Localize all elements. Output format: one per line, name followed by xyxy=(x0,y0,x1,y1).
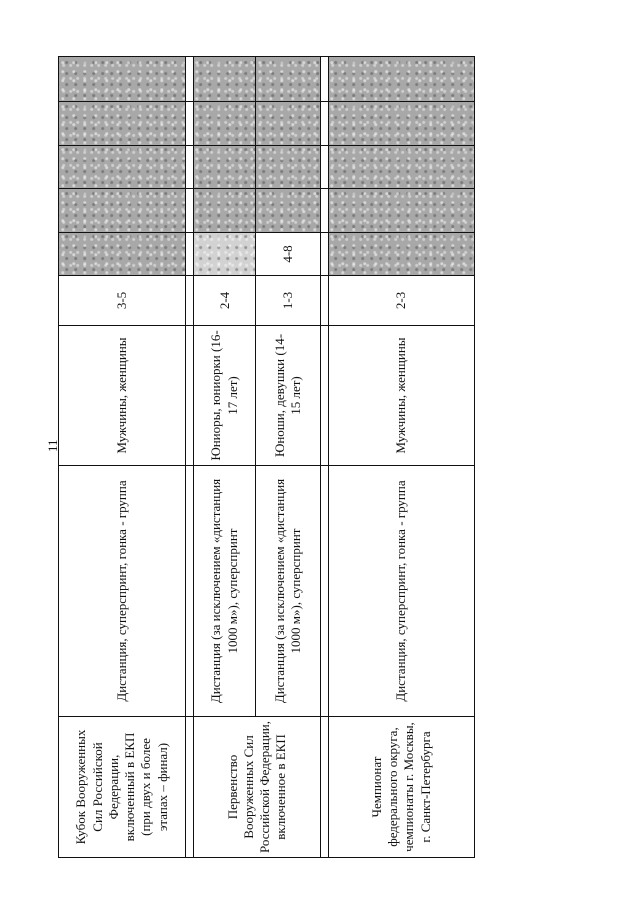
discipline-cell: Дистанция, суперспринт, гонка - группа xyxy=(59,466,186,717)
places-cell: 3-5 xyxy=(59,276,186,326)
shaded-cell xyxy=(256,146,321,189)
row-separator xyxy=(321,57,329,858)
shaded-cell xyxy=(193,189,255,233)
shaded-cell xyxy=(59,146,186,189)
shaded-cell xyxy=(193,146,255,189)
group-cell: Юниоры, юниорки (16-17 лет) xyxy=(193,326,255,466)
shaded-cell xyxy=(328,146,474,189)
page-number: 11 xyxy=(45,439,60,452)
shaded-cell xyxy=(328,57,474,102)
group-cell: Мужчины, женщины xyxy=(59,326,186,466)
shaded-cell xyxy=(193,102,255,146)
table-row xyxy=(59,57,186,858)
places-cell: 2-4 xyxy=(193,276,255,326)
discipline-cell: Дистанция (за исключением «дистанция 1000 м»), суперспринт xyxy=(256,466,321,717)
places-cell: 1-3 xyxy=(256,276,321,326)
competition-cell: Кубок Вооруженных Сил Российской Федерации, включенный в ЕКП (при двух и более этапах – финал) xyxy=(59,717,186,858)
places-cell: 2-3 xyxy=(328,276,474,326)
shaded-cell xyxy=(256,102,321,146)
discipline-cell: Дистанция (за исключением «дистанция 1000 м»), суперспринт xyxy=(193,466,255,717)
row-separator xyxy=(186,57,194,858)
table-row xyxy=(193,57,255,858)
group-cell: Мужчины, женщины xyxy=(328,326,474,466)
shaded-cell xyxy=(193,57,255,102)
shaded-cell xyxy=(328,102,474,146)
rotated-table-container xyxy=(58,57,475,858)
shaded-cell xyxy=(256,189,321,233)
shaded-cell xyxy=(328,189,474,233)
shaded-cell xyxy=(59,233,186,276)
shaded-cell xyxy=(59,189,186,233)
competition-cell: Первенство Вооруженных Сил Российской Федерации, включенное в ЕКП xyxy=(193,717,320,858)
places-extra-cell: 4-8 xyxy=(256,233,321,276)
shaded-cell xyxy=(193,233,255,276)
sports-rank-table xyxy=(58,56,475,858)
shaded-cell xyxy=(256,57,321,102)
discipline-cell: Дистанция, суперспринт, гонка - группа xyxy=(328,466,474,717)
table-row xyxy=(328,57,474,858)
shaded-cell xyxy=(328,233,474,276)
group-cell: Юноши, девушки (14-15 лет) xyxy=(256,326,321,466)
competition-cell: Чемпионат федерального округа, чемпионаты г. Москвы, г. Санкт-Петербурга xyxy=(328,717,474,858)
shaded-cell xyxy=(59,102,186,146)
shaded-cell xyxy=(59,57,186,102)
